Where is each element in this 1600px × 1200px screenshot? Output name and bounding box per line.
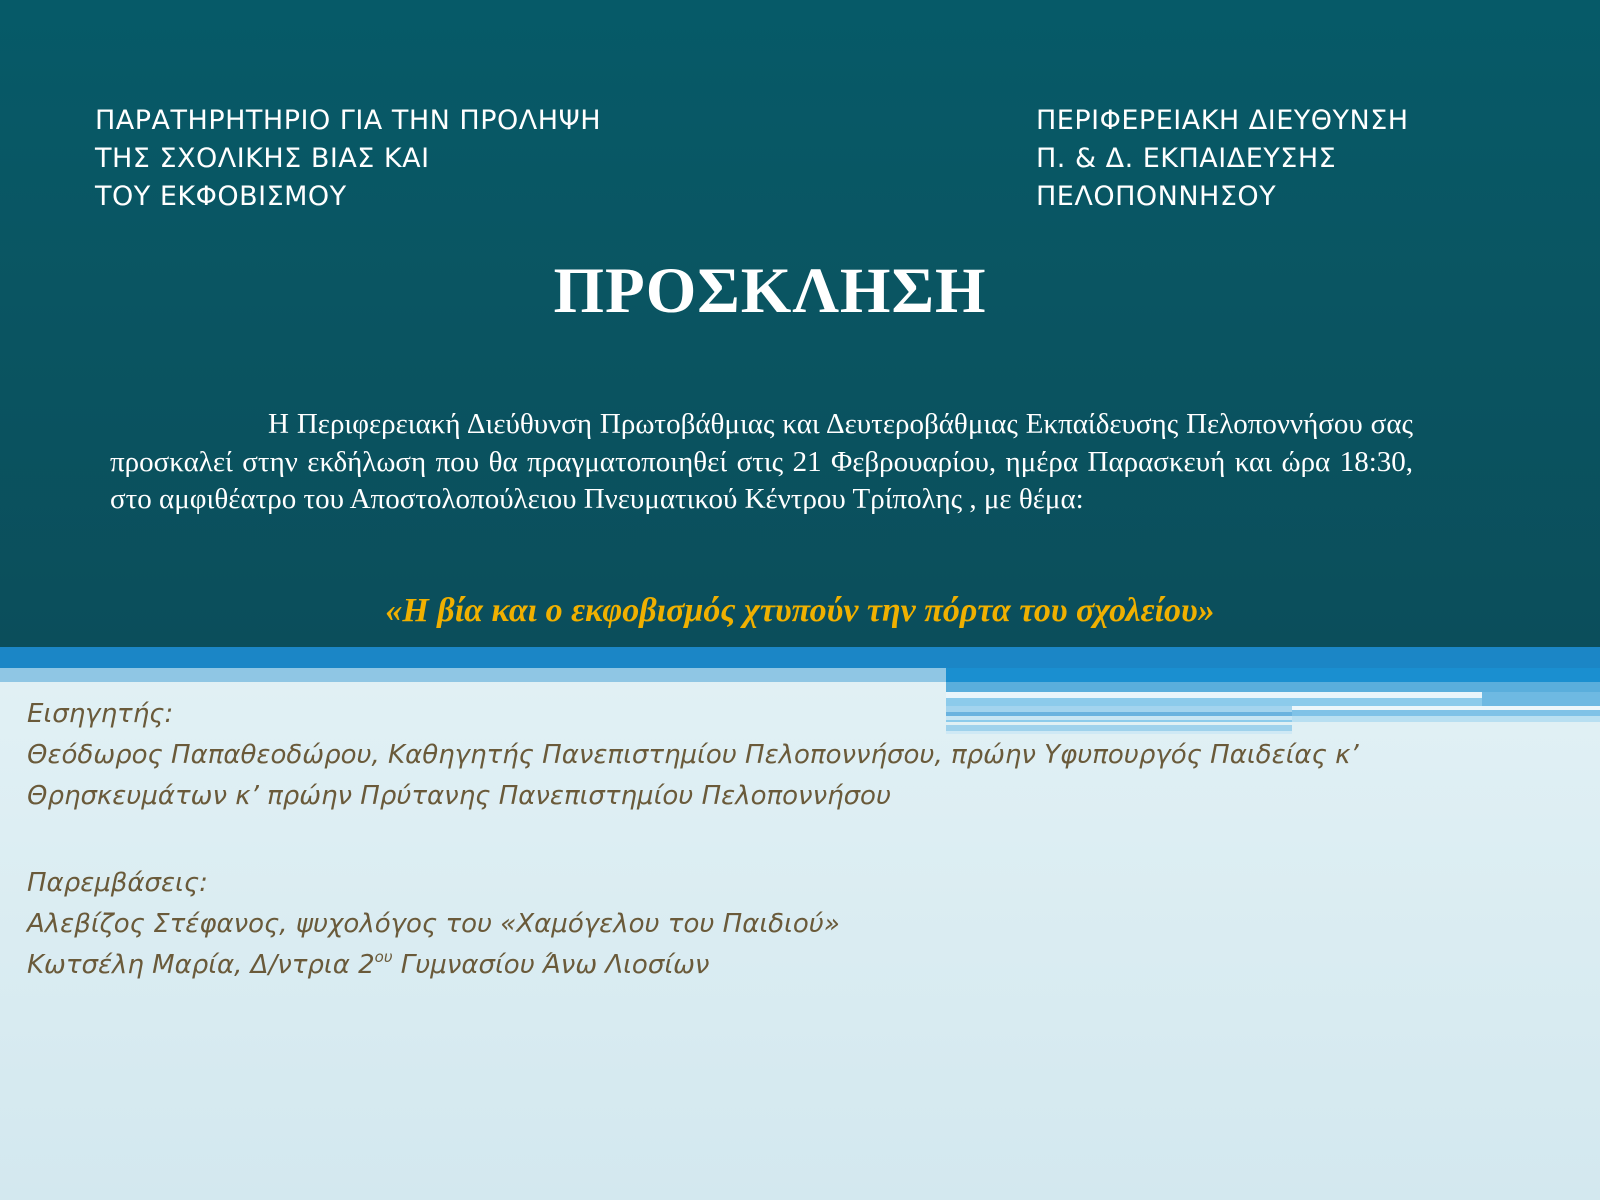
organizer-right [1036, 102, 1409, 216]
speakers-section [27, 694, 1507, 986]
decorative-stripe [0, 668, 946, 682]
organizer-left-line: ΤΟΥ ΕΚΦΟΒΙΣΜΟΥ [95, 181, 347, 212]
organizer-left-line: ΠΑΡΑΤΗΡΗΤΗΡΙΟ ΓΙΑ ΤΗΝ ΠΡΟΛΗΨΗ [95, 105, 602, 136]
decorative-stripe [0, 647, 1600, 668]
spacer [27, 817, 1507, 863]
event-theme: «Η βία και ο εκφοβισμός χτυπούν την πόρτα του σχολείου» [385, 592, 1215, 629]
speaker-line: Θρησκευμάτων κ’ πρώην Πρύτανης Πανεπιστημίου Πελοποννήσου [27, 781, 892, 811]
organizer-left [95, 102, 601, 216]
page-title: ΠΡΟΣΚΛΗΣΗ [553, 255, 987, 327]
speaker-line: Θεόδωρος Παπαθεοδώρου, Καθηγητής Πανεπιστημίου Πελοποννήσου, πρώην Υφυπουργός Παιδείας κ’ [27, 740, 1359, 770]
organizer-right-line: Π. & Δ. ΕΚΠΑΙΔΕΥΣΗΣ [1036, 143, 1337, 174]
intervention-item [27, 945, 1507, 986]
organizer-left-line: ΤΗΣ ΣΧΟΛΙΚΗΣ ΒΙΑΣ ΚΑΙ [95, 143, 430, 174]
intervention-text: Κωτσέλη Μαρία, Δ/ντρια 2 [27, 950, 375, 980]
organizer-right-line: ΠΕΛΟΠΟΝΝΗΣΟΥ [1036, 181, 1277, 212]
interventions-heading: Παρεμβάσεις: [27, 868, 208, 898]
organizer-right-line: ΠΕΡΙΦΕΡΕΙΑΚΗ ΔΙΕΥΘΥΝΣΗ [1036, 105, 1409, 136]
ordinal-superscript: ου [374, 948, 393, 966]
intervention-item: Αλεβίζος Στέφανος, ψυχολόγος του «Χαμόγελου του Παιδιού» [27, 909, 840, 939]
intervention-text: Γυμνασίου Άνω Λιοσίων [392, 950, 710, 980]
decorative-stripe [946, 682, 1600, 692]
invitation-text: Η Περιφερειακή Διεύθυνση Πρωτοβάθμιας και Δευτεροβάθμιας Εκπαίδευσης Πελοποννήσου σας προσκαλεί στην εκδήλωση που θα πραγματοποιηθεί στις 21 Φεβρουαρίου, ημέρα Παρασκευή και ώρα 18:30, στο αμφιθέατρο του Αποστολοπούλειου Πνευματικού Κέντρου Τρίπολης , με θέμα: [110, 408, 1413, 515]
decorative-stripe [946, 668, 1600, 682]
speaker-heading: Εισηγητής: [27, 699, 174, 729]
